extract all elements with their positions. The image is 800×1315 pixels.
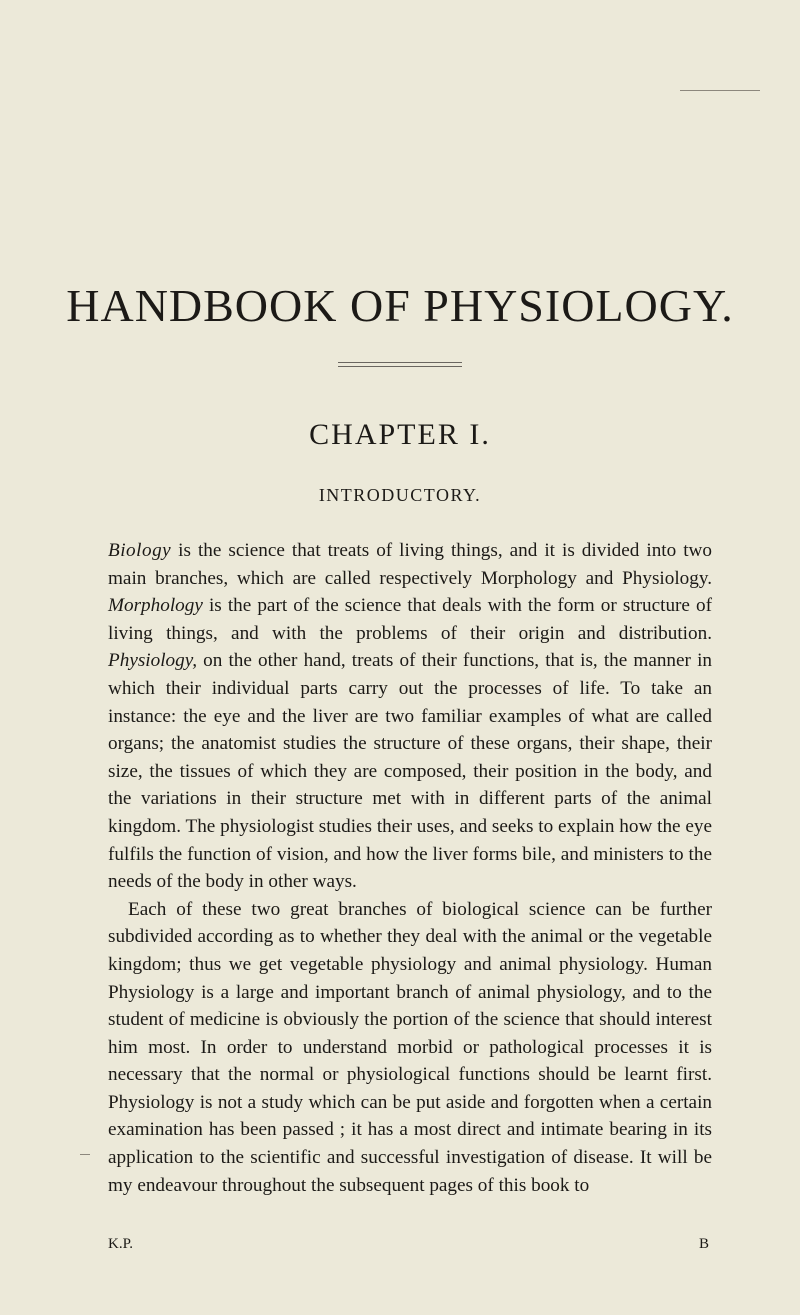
chapter-subtitle: INTRODUCTORY. bbox=[318, 485, 482, 505]
divider-line-bottom bbox=[338, 366, 462, 367]
paragraph-1 bbox=[108, 537, 712, 896]
margin-tick bbox=[80, 1154, 90, 1155]
title-divider bbox=[338, 362, 462, 367]
term-physiology: Physiology, bbox=[108, 650, 197, 672]
signature-mark-right: B bbox=[699, 1236, 710, 1252]
divider-line-top bbox=[338, 362, 462, 363]
margin-mark bbox=[680, 90, 760, 91]
book-title: HANDBOOK OF PHYSIOLOGY. bbox=[66, 280, 734, 331]
lead-word: Biology bbox=[108, 540, 172, 561]
paragraph-1-text-c: on the other hand, treats of their functions, that is, the manner in which their individual parts carry out the processes of life. To take an instance: the eye and the liver are two familiar examples of what are called organs; the anatomist studies the structure of these organs, their shape, their size, the tissues of which they are composed, their position in the body, and the variations in their structure met with in different parts of the animal kingdom. The physiologist studies their uses, and seeks to explain how the eye fulfils the function of vision, and how the liver forms bile, and ministers to the needs of the body in other ways. bbox=[108, 650, 712, 893]
paragraph-1-text-b: is the part of the science that deals with the form or structure of living things, and with the problems of their origin and distribution. bbox=[108, 595, 712, 644]
chapter-heading: CHAPTER I. bbox=[309, 418, 491, 451]
paragraph-1-text-a: is the science that treats of living things, and it is divided into two main branches, which are called respectively Morphology and Physiology. bbox=[108, 540, 712, 589]
paragraph-2: Each of these two great branches of biological science can be further subdivided according as to whether they deal with the animal or the vegetable kingdom; thus we get vegetable physiology and animal physiology. Human Physiology is a large and important branch of animal physiology, and to the student of medicine is obviously the portion of the science that should interest him most. In order to understand morbid or pathological processes it is necessary that the normal or physiological functions should be learnt first. Physiology is not a study which can be put aside and forgotten when a certain examination has been passed ; it has a most direct and intimate bearing in its application to the scientific and successful investigation of disease. It will be my endeavour throughout the subsequent pages of this book to bbox=[108, 898, 712, 1196]
signature-mark-left: K.P. bbox=[108, 1236, 134, 1252]
term-morphology: Morphology bbox=[108, 595, 203, 617]
body-text bbox=[108, 537, 712, 1199]
